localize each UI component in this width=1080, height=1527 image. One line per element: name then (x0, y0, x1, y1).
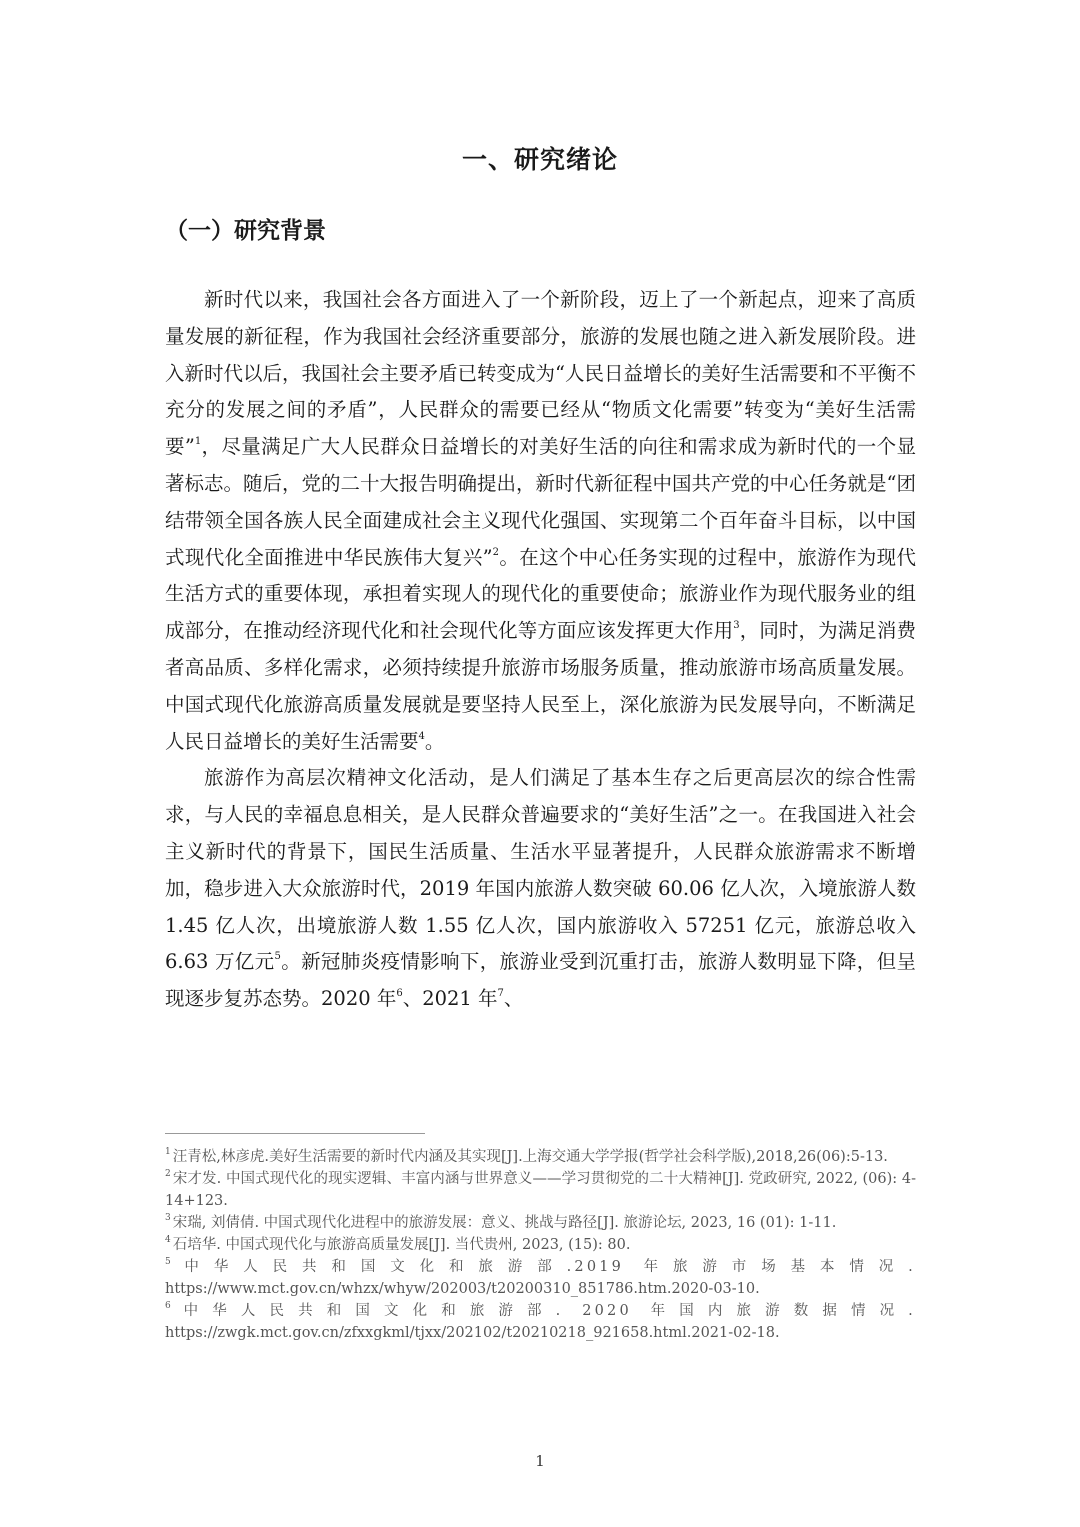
footnote-number: 2 (165, 1169, 171, 1179)
text-run: 。新冠肺炎疫情影响下，旅游业受到沉重打击，旅游人数明显下降，但呈现逐步复苏态势。2020 年 (165, 950, 916, 1011)
footnote-ref: 3 (733, 620, 740, 632)
footnote-text: 中华人民共和国文化和旅游部. 2020 年国内旅游数据情况. (172, 1303, 916, 1319)
body-text (165, 282, 916, 1018)
footnote-ref: 6 (396, 988, 403, 1000)
footnote-text: 汪青松,林彦虎.美好生活需要的新时代内涵及其实现[J].上海交通大学学报(哲学社会科学版),2018,26(06):5-13. (172, 1149, 888, 1165)
footnote-url[interactable]: https://zwgk.mct.gov.cn/zfxxgkml/tjxx/202102/t20210218_921658.html.2021-02-18. (165, 1325, 780, 1341)
footnote-ref: 7 (497, 988, 504, 1000)
footnote-number: 3 (165, 1213, 171, 1223)
text-run: ，同时，为满足消费者高品质、多样化需求，必须持续提升旅游市场服务质量，推动旅游市场高质量发展。中国式现代化旅游高质量发展就是要坚持人民至上，深化旅游为民发展导向，不断满足人民日益增长的美好生活需要 (165, 619, 916, 753)
page-number: 1 (535, 1452, 545, 1470)
footnote-divider (165, 1133, 425, 1134)
footnote-text: 宋才发. 中国式现代化的现实逻辑、丰富内涵与世界意义——学习贯彻党的二十大精神[J]. 党政研究, 2022, (06): 4-14+123. (165, 1171, 916, 1209)
footnote-ref: 1 (194, 436, 202, 448)
footnote-url[interactable]: https://www.mct.gov.cn/whzx/whyw/202003/t20200310_851786.htm.2020-03-10. (165, 1281, 760, 1297)
text-run: 。在这个中心任务实现的过程中，旅游作为现代生活方式的重要体现，承担着实现人的现代化的重要使命；旅游业作为现代服务业的组成部分，在推动经济现代化和社会现代化等方面应该发挥更大作用 (165, 545, 916, 643)
footnote-5 (165, 1256, 916, 1300)
text-run: 。 (424, 729, 445, 753)
text-run: 新时代以来，我国社会各方面进入了一个新阶段，迈上了一个新起点，迎来了高质量发展的新征程，作为我国社会经济重要部分，旅游的发展也随之进入新发展阶段。进入新时代以后，我国社会主要矛盾已转变成为“人民日益增长的美好生活需要和不平衡不充分的发展之间的矛盾”，人民群众的需要已经从“物质文化需要”转变为“美好生活需要” (165, 288, 916, 459)
chapter-title: 一、研究绪论 (461, 145, 618, 174)
footnote-text: 石培华. 中国式现代化与旅游高质量发展[J]. 当代贵州, 2023, (15): 80. (172, 1237, 631, 1253)
footnote-number: 1 (165, 1147, 171, 1157)
paragraph (165, 760, 916, 1018)
footnote-number: 5 (165, 1257, 171, 1267)
footnote-text: 中华人民共和国文化和旅游部.2019 年旅游市场基本情况. (172, 1259, 916, 1275)
footnotes (165, 1146, 916, 1344)
footnote-ref: 5 (274, 951, 281, 963)
footnote-4 (165, 1234, 916, 1256)
footnote-1 (165, 1146, 916, 1168)
text-run: ，尽量满足广大人民群众日益增长的对美好生活的向往和需求成为新时代的一个显著标志。随后，党的二十大报告明确提出，新时代新征程中国共产党的中心任务就是“团结带领全国各族人民全面建成社会主义现代化强国、实现第二个百年奋斗目标，以中国式现代化全面推进中华民族伟大复兴” (165, 435, 916, 569)
footnote-ref: 2 (492, 546, 500, 558)
footnote-3 (165, 1212, 916, 1234)
footnote-text: 宋瑞, 刘倩倩. 中国式现代化进程中的旅游发展：意义、挑战与路径[J]. 旅游论坛, 2023, 16 (01): 1-11. (172, 1215, 837, 1231)
paragraph (165, 282, 916, 760)
text-run: 、2021 年 (402, 987, 498, 1011)
footnote-ref: 4 (418, 730, 425, 742)
footnote-2 (165, 1168, 916, 1212)
text-run: 旅游作为高层次精神文化活动，是人们满足了基本生存之后更高层次的综合性需求，与人民的幸福息息相关，是人民群众普遍要求的“美好生活”之一。在我国进入社会主义新时代的背景下，国民生活质量、生活水平显著提升，人民群众旅游需求不断增加，稳步进入大众旅游时代，2019 年国内旅游人数突破 60.06 亿人次，入境旅游人数 1.45 亿人次，出境旅游人数 1.55 亿人次，国内旅游收入 57251 亿元，旅游总收入 6.63 万亿元 (165, 766, 916, 974)
footnote-6 (165, 1300, 916, 1344)
section-title: （一）研究背景 (165, 218, 326, 244)
footnote-number: 6 (165, 1301, 171, 1311)
footnote-number: 4 (165, 1235, 171, 1245)
text-run: 、 (503, 987, 524, 1011)
